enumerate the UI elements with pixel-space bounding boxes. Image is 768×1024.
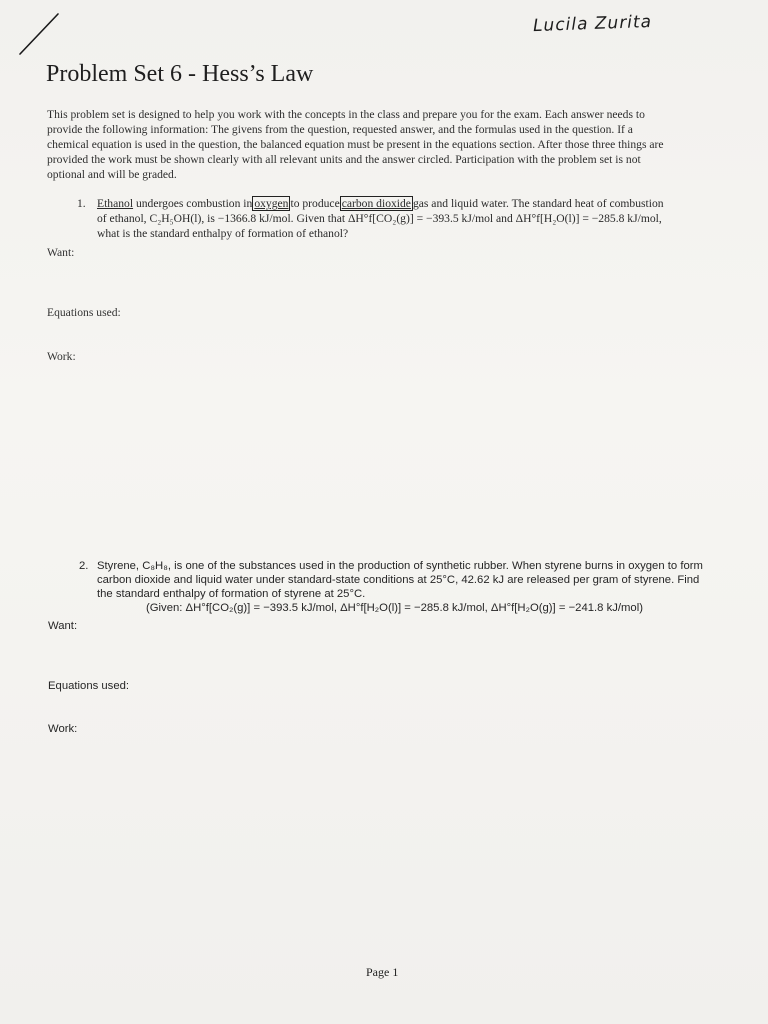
- instructions-line: optional and will be graded.: [47, 168, 177, 181]
- question-1-line: [77, 196, 727, 211]
- annotated-word-oxygen: oxygen: [254, 197, 289, 210]
- question-text: to produce: [290, 197, 340, 210]
- question-2-line: carbon dioxide and liquid water under standard-state conditions at 25°C, 42.62 kJ are released per gram of styrene. Find: [97, 574, 700, 586]
- student-signature: Lucila Zurita: [532, 11, 653, 37]
- annotated-word-ethanol: Ethanol: [97, 197, 134, 210]
- question-1: [77, 196, 727, 241]
- want-label: Want:: [47, 246, 75, 259]
- question-text: Styrene, C₈H₈, is one of the substances used in the production of synthetic rubber. When styrene burns in oxygen to form: [97, 560, 703, 572]
- question-1-line: what is the standard enthalpy of formation of ethanol?: [97, 227, 349, 240]
- question-2-given-values: (Given: ΔH°f[CO₂(g)] = −393.5 kJ/mol, ΔH°f[H₂O(l)] = −285.8 kJ/mol, ΔH°f[H₂O(g)] = −241.8 kJ/mol): [146, 602, 643, 614]
- annotated-word-carbon-dioxide: carbon dioxide: [341, 197, 411, 210]
- question-text: gas and liquid water. The standard heat of combustion: [412, 197, 664, 210]
- question-number: 2.: [79, 560, 89, 572]
- page-title: Problem Set 6 - Hess’s Law: [46, 61, 314, 87]
- page-number: Page 1: [366, 965, 399, 979]
- question-number: 1.: [77, 197, 86, 210]
- want-label: Want:: [48, 620, 78, 632]
- equations-used-label: Equations used:: [48, 680, 130, 692]
- question-2-line: the standard enthalpy of formation of styrene at 25°C.: [97, 588, 366, 600]
- work-label: Work:: [47, 350, 76, 363]
- work-label: Work:: [48, 723, 78, 735]
- question-2-line: [79, 559, 739, 573]
- equations-used-label: Equations used:: [47, 306, 121, 319]
- instructions-line: This problem set is designed to help you work with the concepts in the class and prepare you for the exam. Each answer needs to: [47, 108, 645, 121]
- grading-check-mark: [14, 10, 64, 60]
- instructions-line: provided the work must be shown clearly with all relevant units and the answer circled. Participation with the problem set is not: [47, 153, 641, 166]
- question-2: [79, 559, 739, 615]
- question-text: undergoes combustion in: [133, 197, 253, 210]
- question-1-line: of ethanol, C₂H₅OH(l), is −1366.8 kJ/mol. Given that ΔH°f[CO₂(g)] = −393.5 kJ/mol and ΔH°f[H₂O(l)] = −285.8 kJ/mol,: [97, 212, 662, 225]
- instructions-paragraph: [47, 107, 719, 182]
- instructions-line: provide the following information: The givens from the question, requested answer, and the formulas used in the question. If a: [47, 123, 633, 136]
- instructions-line: chemical equation is used in the question, the balanced equation must be present in the equations section. After those three things are: [47, 138, 664, 151]
